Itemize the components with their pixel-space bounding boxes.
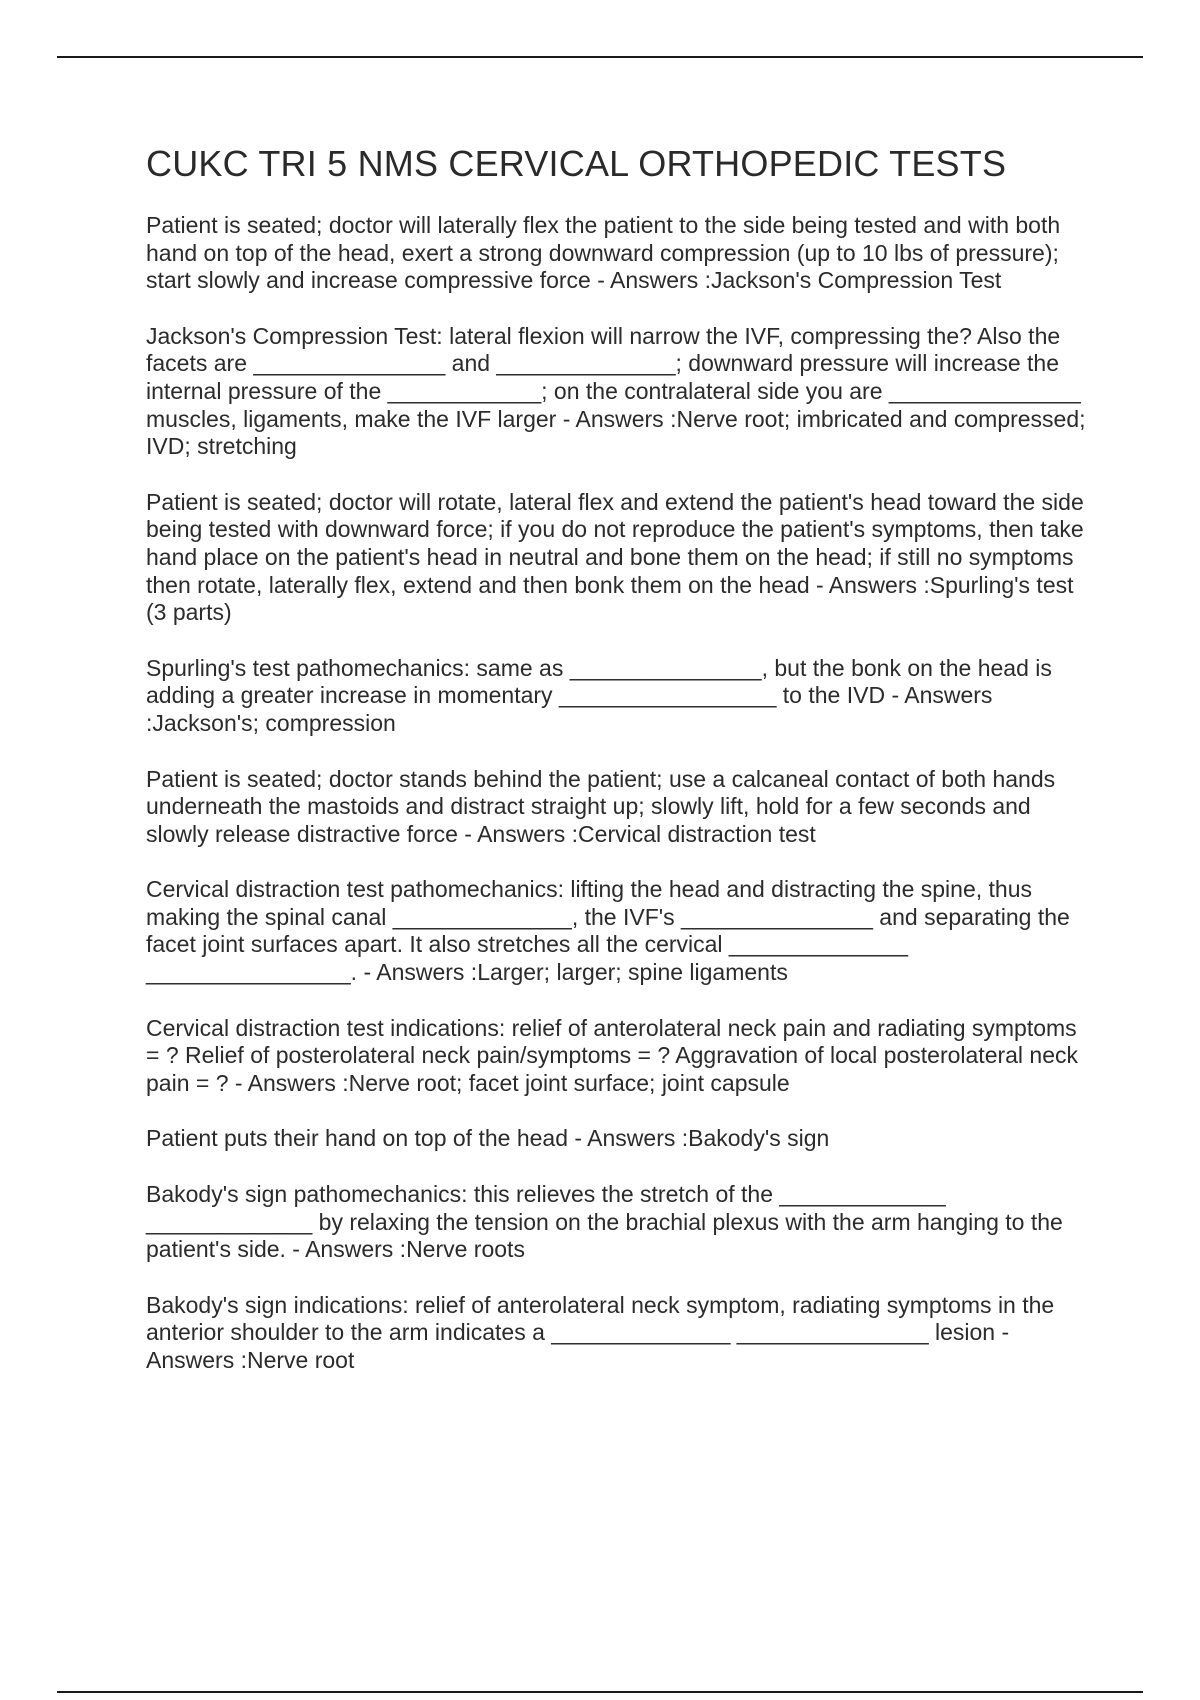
qa-item: Bakody's sign indications: relief of anterolateral neck symptom, radiating symptoms in the anterior shoulder to the arm indicates a ______________ _______________ lesion - Answers :Nerve root: [146, 1291, 1061, 1373]
top-rule: [57, 56, 1143, 58]
qa-item: Spurling's test pathomechanics: same as _______________, but the bonk on the head is adding a greater increase in momentary _________________ to the IVD - Answers :Jackson's; compression: [146, 654, 1059, 736]
qa-item: Jackson's Compression Test: lateral flexion will narrow the IVF, compressing the? Also the facets are _______________ and ______________; downward pressure will increase the internal pressure of the ____________; on the contralateral side you are _______________ muscles, ligaments, make the IVF larger - Answers :Nerve root; imbricated and compressed; IVD; stretching: [146, 322, 1092, 460]
qa-item: Patient is seated; doctor will rotate, lateral flex and extend the patient's head toward the side being tested with downward force; if you do not reproduce the patient's symptoms, then take hand place on the patient's head in neutral and bone them on the head; if still no symptoms then rotate, laterally flex, extend and then bonk them on the head - Answers :Spurling's test (3 parts): [146, 488, 1091, 626]
bottom-rule: [57, 1691, 1143, 1693]
qa-list: [146, 212, 1096, 1375]
qa-item: Patient is seated; doctor will laterally flex the patient to the side being tested and with both hand on top of the head, exert a strong downward compression (up to 10 lbs of pressure); start slowly and increase compressive force - Answers :Jackson's Compression Test: [146, 212, 1067, 294]
qa-item: Bakody's sign pathomechanics: this relieves the stretch of the _____________ _____________ by relaxing the tension on the brachial plexus with the arm hanging to the patient's side. - Answers :Nerve roots: [146, 1181, 1070, 1263]
document-body: [146, 142, 1096, 1403]
qa-item: Patient is seated; doctor stands behind the patient; use a calcaneal contact of both hands underneath the mastoids and distract straight up; slowly lift, hold for a few seconds and slowly release distractive force - Answers :Cervical distraction test: [146, 765, 1062, 847]
document-title: CUKC TRI 5 NMS CERVICAL ORTHOPEDIC TESTS: [146, 143, 1007, 184]
qa-item: Patient puts their hand on top of the head - Answers :Bakody's sign: [146, 1125, 830, 1152]
qa-item: Cervical distraction test pathomechanics: lifting the head and distracting the spine, thus making the spinal canal ______________, the IVF's _______________ and separating the facet joint surfaces apart. It also stretches all the cervical ______________ ________________. - Answers :Larger; larger; spine ligaments: [146, 876, 1077, 986]
qa-item: Cervical distraction test indications: relief of anterolateral neck pain and radiating symptoms = ? Relief of posterolateral neck pain/symptoms = ? Aggravation of local posterolateral neck pain = ? - Answers :Nerve root; facet joint surface; joint capsule: [146, 1014, 1085, 1096]
